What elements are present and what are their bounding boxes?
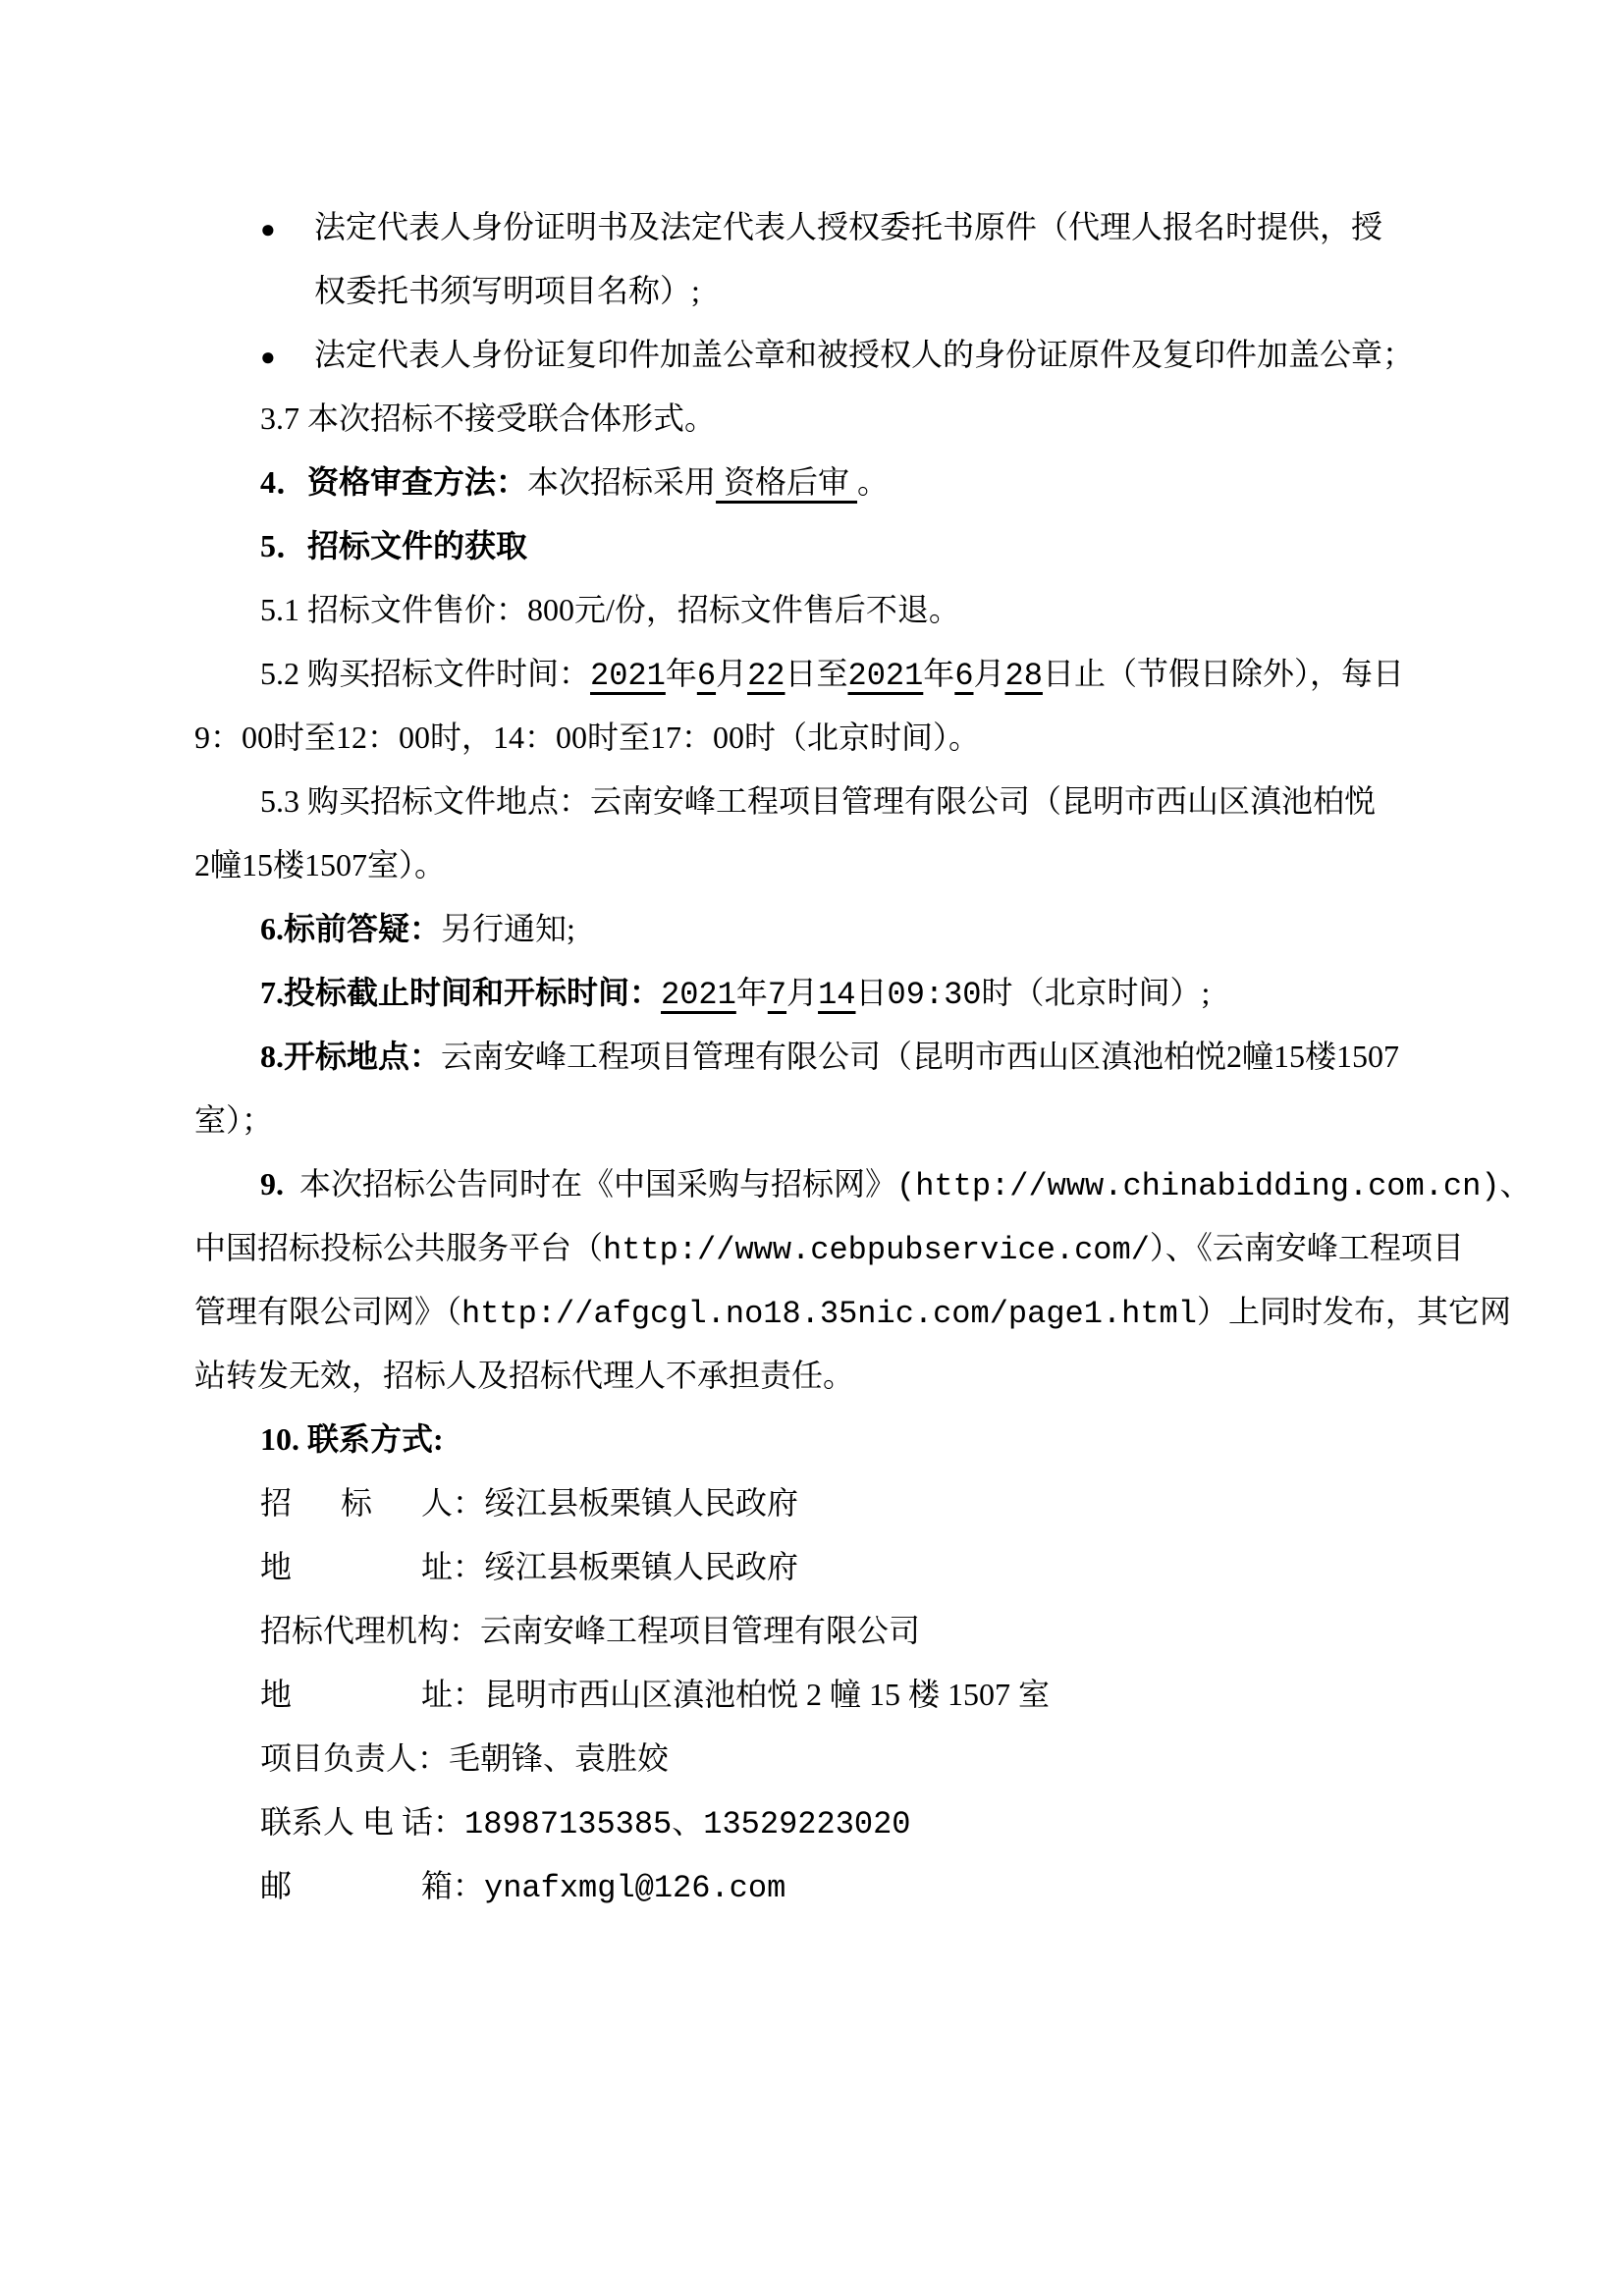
clause-5-3-line-2-seg-0: 2幢15楼1507室）。 [194, 847, 447, 882]
section-10-contact-heading [0, 1408, 1624, 1471]
contact-row-phone-seg-0: 联系人 电 话： [260, 1804, 465, 1840]
section-9-publication-line-3-seg-2: ）上同时发布，其它网 [1196, 1294, 1511, 1329]
contact-row-email-seg-2: ynafxmgl@126.com [484, 1870, 786, 1906]
clause-5-3-line-2 [0, 833, 1624, 897]
contact-row-tenderer-seg-2: 绥江县板栗镇人民政府 [484, 1485, 799, 1521]
contact-row-phone [0, 1790, 1624, 1854]
contact-row-agency-address-seg-1: ： [453, 1677, 485, 1712]
section-6-pre-bid-qa-seg-0: 6.标前答疑： [260, 911, 442, 946]
bullet-item-id-copy-seg-1: 法定代表人身份证复印件加盖公章和被授权人的身份证原件及复印件加盖公章； [314, 337, 1415, 372]
bullet-item-id-copy [0, 323, 1624, 387]
clause-3-7 [0, 387, 1624, 451]
contact-row-agency [0, 1599, 1624, 1663]
bullet-item-legal-rep-certificate-line-1-seg-1: 法定代表人身份证明书及法定代表人授权委托书原件（代理人报名时提供，授 [314, 209, 1383, 244]
section-7-deadline-seg-4: 月 [786, 975, 819, 1010]
bullet-item-legal-rep-certificate-line-2-seg-0: 权委托书须写明项目名称）; [314, 273, 700, 308]
section-4-qualification-review [0, 451, 1624, 514]
clause-5-2-line-1-seg-5: 22 [747, 658, 785, 694]
section-4-qualification-review-seg-3: 。 [857, 464, 890, 500]
contact-row-email-seg-1: ： [453, 1868, 485, 1903]
clause-5-2-line-1-seg-10: 月 [973, 656, 1005, 691]
section-4-qualification-review-seg-2: 资格后审 [716, 464, 858, 500]
section-7-deadline-seg-7: 09:30 [887, 977, 982, 1013]
clause-5-2-line-1-seg-3: 6 [696, 658, 717, 694]
section-7-deadline-seg-0: 7.投标截止时间和开标时间： [260, 975, 662, 1010]
contact-row-project-leader-seg-0: 项目负责人：毛朝锋、袁胜姣 [260, 1740, 670, 1776]
bullet-dot-icon: ● [260, 215, 276, 243]
section-9-publication-line-2 [0, 1216, 1624, 1280]
section-9-publication-line-1 [0, 1152, 1624, 1216]
section-8-opening-place-line-2-seg-0: 室）； [194, 1102, 274, 1138]
section-9-publication-line-3-seg-0: 管理有限公司网》（ [194, 1294, 462, 1329]
contact-row-agency-address [0, 1663, 1624, 1727]
clause-5-2-line-1-seg-9: 6 [954, 658, 974, 694]
section-7-deadline-seg-1: 2021 [661, 977, 736, 1013]
section-9-publication-line-1-seg-2: (http://www.chinabidding.com.cn) [896, 1168, 1500, 1204]
section-6-pre-bid-qa-seg-1: 另行通知; [441, 911, 575, 946]
contact-row-tenderer [0, 1471, 1624, 1535]
section-9-publication-line-2-seg-1: http://www.cebpubservice.com/ [603, 1232, 1150, 1268]
clause-5-2-line-1-seg-7: 2021 [847, 658, 924, 694]
section-8-opening-place-line-1-seg-1: 云南安峰工程项目管理有限公司（昆明市西山区滇池柏悦2幢15楼1507 [441, 1039, 1400, 1074]
section-7-deadline-seg-8: 时（北京时间）; [981, 975, 1211, 1010]
clause-5-1 [0, 578, 1624, 642]
section-5-heading-seg-0: 5．招标文件的获取 [260, 528, 528, 563]
section-8-opening-place-line-1-seg-0: 8.开标地点： [260, 1039, 442, 1074]
section-9-publication-line-3-seg-1: http://afgcgl.no18.35nic.com/page1.html [461, 1296, 1197, 1332]
section-9-publication-line-4 [0, 1344, 1624, 1408]
contact-row-phone-seg-1: 18987135385 [464, 1806, 673, 1842]
clause-5-2-line-1-seg-0: 5.2 购买招标文件时间： [260, 656, 591, 691]
contact-row-tenderer-address-seg-0: 地址 [260, 1549, 453, 1584]
clause-5-1-seg-0: 5.1 招标文件售价：800元/份，招标文件售后不退。 [260, 592, 960, 627]
section-7-deadline-seg-3: 7 [767, 977, 787, 1013]
contact-row-phone-seg-2: 、 [672, 1804, 704, 1840]
clause-5-2-line-1-seg-4: 月 [716, 656, 748, 691]
contact-row-agency-seg-0: 招标代理机构：云南安峰工程项目管理有限公司 [260, 1613, 921, 1648]
clause-5-2-line-1-seg-8: 年 [923, 656, 955, 691]
section-9-publication-line-1-seg-3: 、 [1499, 1166, 1532, 1201]
contact-row-tenderer-address [0, 1535, 1624, 1599]
section-10-contact-heading-seg-0: 10. 联系方式: [260, 1421, 444, 1457]
document-lines [0, 195, 1624, 1918]
clause-5-3-line-1 [0, 770, 1624, 833]
section-9-publication-line-3 [0, 1280, 1624, 1344]
section-9-publication-line-4-seg-0: 站转发无效，招标人及招标代理人不承担责任。 [194, 1358, 855, 1393]
section-4-qualification-review-seg-0: 4．资格审查方法： [260, 464, 528, 500]
clause-5-2-line-1-seg-6: 日至 [785, 656, 848, 691]
clause-5-2-line-2-seg-0: 9：00时至12：00时，14：00时至17：00时（北京时间）。 [194, 720, 981, 755]
bullet-item-legal-rep-certificate-line-2 [0, 259, 1624, 323]
clause-5-2-line-1-seg-2: 年 [665, 656, 697, 691]
section-9-publication-line-2-seg-2: ）、《云南安峰工程项目 [1149, 1230, 1464, 1265]
section-9-publication-line-2-seg-0: 中国招标投标公共服务平台（ [194, 1230, 604, 1265]
section-7-deadline-seg-6: 日 [855, 975, 888, 1010]
bullet-item-legal-rep-certificate-line-1 [0, 195, 1624, 259]
section-9-publication-line-1-seg-0: 9. [260, 1166, 284, 1201]
contact-row-agency-address-seg-2: 昆明市西山区滇池柏悦 2 幢 15 楼 1507 室 [484, 1677, 1051, 1712]
section-4-qualification-review-seg-1: 本次招标采用 [527, 464, 717, 500]
section-5-heading [0, 514, 1624, 578]
contact-row-phone-seg-3: 13529223020 [703, 1806, 911, 1842]
section-7-deadline [0, 961, 1624, 1025]
section-6-pre-bid-qa [0, 897, 1624, 961]
clause-5-2-line-1 [0, 642, 1624, 706]
contact-row-email-seg-0: 邮箱 [260, 1868, 453, 1903]
clause-5-2-line-1-seg-12: 日止（节假日除外），每日 [1042, 656, 1404, 691]
clause-5-2-line-1-seg-11: 28 [1004, 658, 1043, 694]
clause-5-2-line-1-seg-1: 2021 [590, 658, 666, 694]
contact-row-tenderer-address-seg-1: ： [453, 1549, 485, 1584]
contact-row-project-leader [0, 1727, 1624, 1790]
contact-row-email [0, 1854, 1624, 1918]
contact-row-tenderer-address-seg-2: 绥江县板栗镇人民政府 [484, 1549, 799, 1584]
section-7-deadline-seg-2: 年 [735, 975, 768, 1010]
contact-row-tenderer-seg-0: 招标人 [260, 1485, 453, 1521]
contact-row-tenderer-seg-1: ： [453, 1485, 485, 1521]
section-9-publication-line-1-seg-1: 本次招标公告同时在《中国采购与招标网》 [284, 1166, 897, 1201]
clause-3-7-seg-0: 3.7 本次招标不接受联合体形式。 [260, 400, 717, 436]
bullet-dot-icon: ● [260, 343, 276, 371]
section-7-deadline-seg-5: 14 [818, 977, 856, 1013]
section-8-opening-place-line-1 [0, 1025, 1624, 1089]
contact-row-agency-address-seg-0: 地址 [260, 1677, 453, 1712]
section-8-opening-place-line-2 [0, 1089, 1624, 1152]
clause-5-2-line-2 [0, 706, 1624, 770]
clause-5-3-line-1-seg-0: 5.3 购买招标文件地点：云南安峰工程项目管理有限公司（昆明市西山区滇池柏悦 [260, 783, 1377, 819]
